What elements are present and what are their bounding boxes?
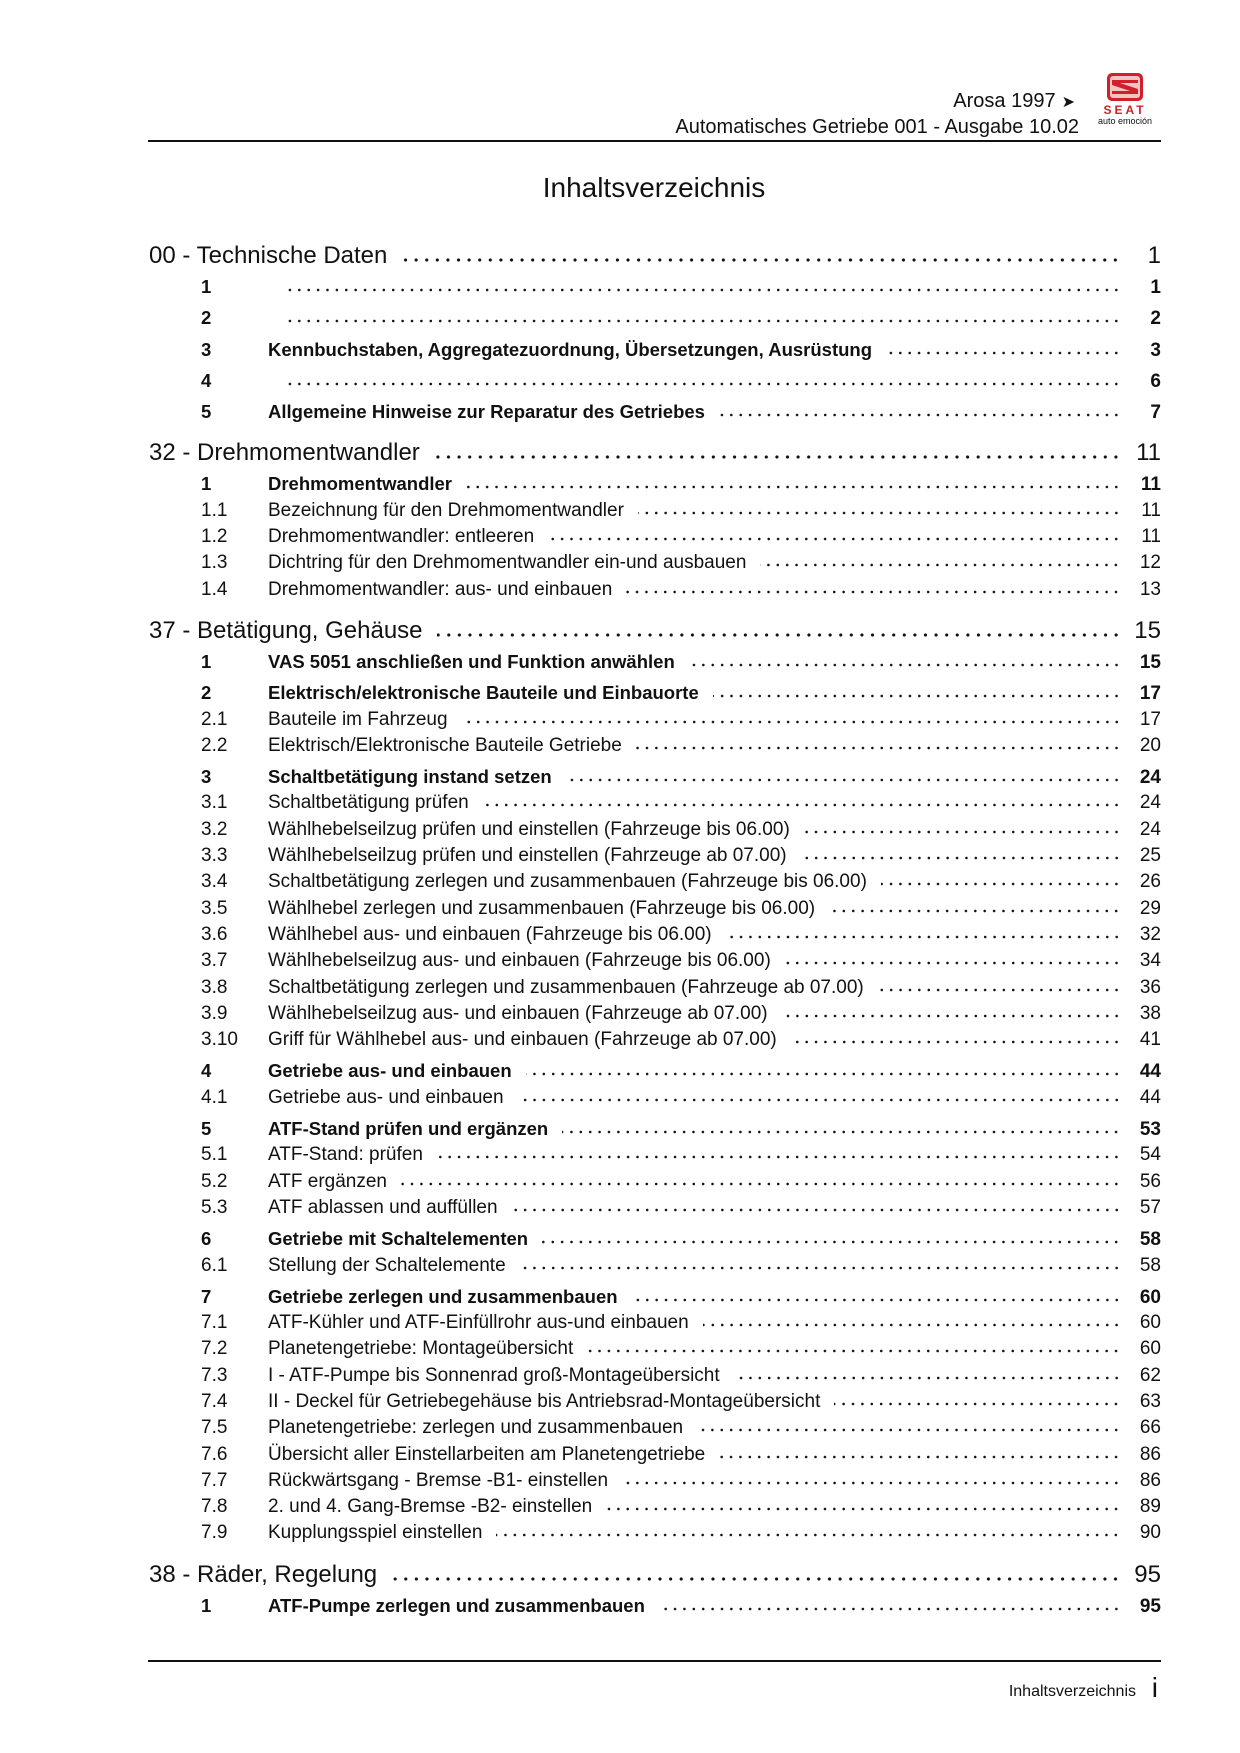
entry-title: Drehmomentwandler — [268, 473, 453, 495]
dot-leader — [886, 350, 1121, 356]
toc-entry[interactable] — [201, 370, 1161, 396]
toc-entry[interactable] — [201, 682, 1161, 708]
page-number: 15 — [1139, 651, 1161, 673]
dot-leader — [518, 1097, 1121, 1103]
toc-entry[interactable] — [201, 1391, 1161, 1417]
entry-number: 5.3 — [201, 1196, 228, 1218]
entry-title: VAS 5051 anschließen und Funktion anwählen — [268, 650, 675, 672]
entry-number: 7.9 — [201, 1522, 228, 1544]
dot-leader — [703, 1322, 1121, 1328]
page-number: 1 — [1147, 242, 1161, 269]
page-number: 63 — [1139, 1390, 1161, 1412]
entry-title: Bezeichnung für den Drehmomentwandler — [268, 499, 624, 521]
entry-number: 4 — [201, 369, 212, 391]
entry-title: Griff für Wählhebel aus- und einbauen (Fahrzeuge ab 07.00) — [268, 1029, 777, 1051]
dot-leader — [520, 1265, 1121, 1271]
toc-entry[interactable] — [201, 1496, 1161, 1522]
section-title: 38 - Räder, Regelung — [149, 1560, 378, 1588]
entry-number: 7.2 — [201, 1338, 228, 1360]
toc-entry[interactable] — [201, 276, 1161, 302]
entry-number: 7.1 — [201, 1312, 228, 1334]
dot-leader — [760, 562, 1121, 568]
entry-number: 3.9 — [201, 1002, 228, 1024]
entry-title: ATF-Stand prüfen und ergänzen — [268, 1118, 549, 1140]
page-number: 26 — [1139, 871, 1161, 893]
footer-divider — [148, 1660, 1161, 1662]
page-number: 86 — [1139, 1443, 1161, 1465]
toc-section-heading[interactable] — [149, 617, 1161, 651]
toc-entry[interactable] — [201, 1470, 1161, 1496]
entry-number: 2 — [201, 682, 212, 704]
entry-title: Übersicht aller Einstellarbeiten am Planetengetriebe — [268, 1443, 706, 1465]
entry-title: ATF-Kühler und ATF-Einfüllrohr aus-und einbauen — [268, 1312, 689, 1334]
dot-leader — [437, 632, 1121, 638]
entry-title: Kennbuchstaben, Aggregatezuordnung, Übersetzungen, Ausrüstung — [268, 338, 873, 360]
entry-title: Stellung der Schaltelemente — [268, 1254, 506, 1276]
entry-number: 3.10 — [201, 1029, 238, 1051]
page-number: 24 — [1139, 818, 1161, 840]
entry-number: 6.1 — [201, 1254, 228, 1276]
dot-leader — [785, 960, 1121, 966]
dot-leader — [462, 719, 1121, 725]
entry-title: Getriebe mit Schaltelementen — [268, 1228, 529, 1250]
page-number: 17 — [1139, 708, 1161, 730]
toc-entry[interactable] — [201, 766, 1161, 792]
toc-entry[interactable] — [201, 651, 1161, 677]
toc-entry[interactable] — [201, 579, 1161, 605]
entry-title: Dichtring für den Drehmomentwandler ein-und ausbauen — [268, 552, 747, 574]
page-number: 13 — [1139, 578, 1161, 600]
entry-title: Kupplungsspiel einstellen — [268, 1522, 483, 1544]
page-number: 3 — [1150, 339, 1161, 361]
page-number: 34 — [1139, 950, 1161, 972]
page-number: 2 — [1150, 308, 1161, 330]
entry-title: Schaltbetätigung zerlegen und zusammenbauen (Fahrzeuge ab 07.00) — [268, 976, 864, 998]
page-number: 20 — [1139, 734, 1161, 756]
entry-title: Planetengetriebe: Montageübersicht — [268, 1338, 574, 1360]
dot-leader — [512, 1207, 1121, 1213]
entry-title: Bauteile im Fahrzeug — [268, 708, 448, 730]
entry-title: Wählhebelseilzug prüfen und einstellen (Fahrzeuge bis 06.00) — [268, 818, 790, 840]
dot-leader — [587, 1348, 1121, 1354]
dot-leader — [713, 693, 1121, 699]
footer-label: Inhaltsverzeichnis — [1008, 1683, 1136, 1700]
entry-title: Getriebe aus- und einbauen — [268, 1086, 504, 1108]
dot-leader — [829, 908, 1121, 914]
dot-leader — [881, 881, 1121, 887]
entry-number: 7.6 — [201, 1443, 228, 1465]
page-number: 58 — [1139, 1229, 1161, 1251]
toc-entry[interactable] — [201, 1029, 1161, 1055]
page-number: 44 — [1139, 1061, 1161, 1083]
entry-number: 3.4 — [201, 871, 228, 893]
entry-title: Drehmomentwandler: aus- und einbauen — [268, 578, 613, 600]
page-number: 54 — [1139, 1144, 1161, 1166]
entry-number: 6 — [201, 1228, 212, 1250]
header-model: Arosa 1997 ➤ — [953, 90, 1075, 112]
dot-leader — [689, 662, 1121, 668]
dot-leader — [632, 1297, 1121, 1303]
entry-number: 7 — [201, 1285, 212, 1307]
page-number: 58 — [1139, 1254, 1161, 1276]
entry-number: 3.6 — [201, 923, 228, 945]
section-title: 32 - Drehmomentwandler — [149, 439, 420, 467]
dot-leader — [834, 1401, 1121, 1407]
page-title: Inhaltsverzeichnis — [542, 172, 766, 203]
toc-entry[interactable] — [201, 1312, 1161, 1338]
dot-leader — [542, 1239, 1121, 1245]
page-number: 89 — [1139, 1496, 1161, 1518]
entry-number: 1 — [201, 650, 212, 672]
toc-entry[interactable] — [201, 898, 1161, 924]
dot-leader — [483, 802, 1121, 808]
page-number: 60 — [1139, 1312, 1161, 1334]
toc-entry[interactable] — [201, 1003, 1161, 1029]
seat-emblem-icon — [1106, 72, 1144, 102]
dot-leader — [804, 829, 1121, 835]
toc-entry[interactable] — [201, 977, 1161, 1003]
entry-title: ATF ergänzen — [268, 1170, 387, 1192]
dot-leader — [878, 987, 1121, 993]
page-number: 7 — [1150, 402, 1161, 424]
dot-leader — [282, 318, 1121, 324]
toc-entry[interactable] — [201, 1228, 1161, 1254]
toc-entry[interactable] — [201, 871, 1161, 897]
toc-entry[interactable] — [201, 526, 1161, 552]
entry-number: 3 — [201, 766, 212, 788]
entry-number: 7.3 — [201, 1364, 228, 1386]
page-number: 12 — [1139, 552, 1161, 574]
entry-title: Getriebe zerlegen und zusammenbauen — [268, 1285, 618, 1307]
dot-leader — [636, 745, 1121, 751]
header-divider — [148, 140, 1161, 142]
toc-entry[interactable] — [201, 1171, 1161, 1197]
page-number: 6 — [1150, 370, 1161, 392]
page-number: 24 — [1139, 792, 1161, 814]
toc-entry[interactable] — [201, 1417, 1161, 1443]
entry-number: 5.1 — [201, 1144, 228, 1166]
entry-number: 1 — [201, 276, 212, 297]
toc-entry[interactable] — [201, 1595, 1161, 1621]
toc-entry[interactable] — [201, 401, 1161, 427]
dot-leader — [548, 536, 1121, 542]
toc-entry[interactable] — [201, 1522, 1161, 1548]
entry-number: 4.1 — [201, 1086, 228, 1108]
entry-title: Getriebe aus- und einbauen — [268, 1060, 512, 1082]
page-number: 11 — [1141, 526, 1161, 548]
dot-leader — [622, 1480, 1121, 1486]
dot-leader — [526, 1071, 1121, 1077]
logo-slogan: auto emoción — [1097, 116, 1153, 126]
entry-number: 3.7 — [201, 950, 228, 972]
page-number: 15 — [1134, 616, 1161, 644]
entry-title: ATF-Pumpe zerlegen und zusammenbauen — [268, 1594, 645, 1616]
entry-title: ATF ablassen und auffüllen — [268, 1196, 498, 1218]
page-number: 36 — [1139, 976, 1161, 998]
entry-number: 5.2 — [201, 1170, 228, 1192]
dot-leader — [719, 412, 1121, 418]
entry-title: Rückwärtsgang - Bremse -B1- einstellen — [268, 1469, 609, 1491]
dot-leader — [566, 777, 1121, 783]
toc-entry[interactable] — [201, 1338, 1161, 1364]
entry-number: 1 — [201, 1594, 212, 1616]
page-number: 62 — [1139, 1364, 1161, 1386]
entry-number: 3.2 — [201, 818, 228, 840]
entry-number: 3.1 — [201, 792, 228, 814]
page-number: 11 — [1136, 439, 1161, 467]
entry-number: 3.5 — [201, 897, 228, 919]
page-number: 11 — [1140, 474, 1161, 496]
entry-number: 3.3 — [201, 845, 228, 867]
entry-number: 7.4 — [201, 1390, 228, 1412]
entry-title: Wählhebel zerlegen und zusammenbauen (Fahrzeuge bis 06.00) — [268, 897, 816, 919]
arrow-icon: ➤ — [1061, 94, 1075, 111]
dot-leader — [434, 454, 1121, 460]
entry-number: 5 — [201, 401, 212, 423]
logo-brand: SEAT — [1103, 103, 1147, 117]
entry-title: Schaltbetätigung zerlegen und zusammenbauen (Fahrzeuge bis 06.00) — [268, 871, 867, 893]
entry-title: Schaltbetätigung prüfen — [268, 792, 469, 814]
dot-leader — [391, 1576, 1121, 1582]
entry-title: Wählhebelseilzug aus- und einbauen (Fahrzeuge ab 07.00) — [268, 1002, 768, 1024]
entry-number: 4 — [201, 1060, 212, 1082]
table-of-contents — [149, 242, 1161, 1621]
toc-section-heading[interactable] — [149, 242, 1161, 276]
page-number: 56 — [1139, 1170, 1161, 1192]
entry-title: Schaltbetätigung instand setzen — [268, 766, 552, 788]
toc-entry[interactable] — [201, 819, 1161, 845]
entry-number: 1.1 — [201, 499, 228, 521]
entry-number: 1.2 — [201, 526, 228, 548]
entry-title: Wählhebelseilzug aus- und einbauen (Fahrzeuge bis 06.00) — [268, 950, 771, 972]
entry-title: Elektrisch/elektronische Bauteile und Einbauorte — [268, 682, 699, 704]
dot-leader — [282, 287, 1121, 293]
seat-logo — [1088, 72, 1162, 126]
dot-leader — [401, 257, 1121, 263]
page-number: 29 — [1139, 897, 1161, 919]
entry-title: Wählhebel aus- und einbauen (Fahrzeuge bis 06.00) — [268, 923, 712, 945]
toc-entry[interactable] — [201, 1286, 1161, 1312]
header-subtitle: Automatisches Getriebe 001 - Ausgabe 10.02 — [675, 116, 1079, 138]
section-title: 37 - Betätigung, Gehäuse — [149, 616, 423, 644]
entry-number: 2.2 — [201, 734, 228, 756]
entry-title: I - ATF-Pumpe bis Sonnenrad groß-Montageübersicht — [268, 1364, 720, 1386]
dot-leader — [437, 1154, 1121, 1160]
toc-entry[interactable] — [201, 1444, 1161, 1470]
dot-leader — [496, 1532, 1121, 1538]
page-number: 25 — [1139, 845, 1161, 867]
entry-title: Allgemeine Hinweise zur Reparatur des Getriebes — [268, 401, 705, 423]
toc-entry[interactable] — [201, 1197, 1161, 1223]
dot-leader — [659, 1606, 1121, 1612]
page-number: 17 — [1139, 683, 1161, 705]
dot-leader — [401, 1181, 1121, 1187]
dot-leader — [697, 1427, 1121, 1433]
dot-leader — [638, 510, 1121, 516]
entry-number: 7.7 — [201, 1469, 228, 1491]
page-number: 60 — [1139, 1286, 1161, 1308]
entry-number: 3.8 — [201, 976, 228, 998]
entry-title: 2. und 4. Gang-Bremse -B2- einstellen — [268, 1496, 593, 1518]
toc-entry[interactable] — [201, 1365, 1161, 1391]
page-number: 1 — [1150, 277, 1161, 298]
entry-title: Drehmomentwandler: entleeren — [268, 526, 535, 548]
toc-entry[interactable] — [201, 1118, 1161, 1144]
page-number: 66 — [1139, 1417, 1161, 1439]
dot-leader — [726, 934, 1121, 940]
entry-number: 2.1 — [201, 708, 228, 730]
dot-leader — [719, 1454, 1121, 1460]
toc-entry[interactable] — [201, 339, 1161, 365]
entry-number: 1.4 — [201, 578, 228, 600]
toc-section-heading[interactable] — [149, 1561, 1161, 1595]
page-number: 60 — [1139, 1338, 1161, 1360]
entry-title: Wählhebelseilzug prüfen und einstellen (Fahrzeuge ab 07.00) — [268, 845, 787, 867]
footer-page-number: i — [1151, 1672, 1158, 1703]
section-title: 00 - Technische Daten — [149, 242, 388, 269]
dot-leader — [801, 855, 1121, 861]
toc-entry[interactable] — [201, 1144, 1161, 1170]
dot-leader — [791, 1039, 1121, 1045]
dot-leader — [466, 484, 1121, 490]
page-number: 57 — [1139, 1196, 1161, 1218]
page-number: 38 — [1139, 1002, 1161, 1024]
page-number: 11 — [1141, 499, 1161, 521]
toc-entry[interactable] — [201, 1060, 1161, 1086]
entry-number: 1.3 — [201, 552, 228, 574]
entry-number: 2 — [201, 307, 212, 329]
dot-leader — [606, 1506, 1121, 1512]
page-number: 86 — [1139, 1469, 1161, 1491]
entry-title: Elektrisch/Elektronische Bauteile Getriebe — [268, 734, 622, 756]
page-number: 44 — [1139, 1086, 1161, 1108]
toc-entry[interactable] — [201, 307, 1161, 333]
toc-entry[interactable] — [201, 950, 1161, 976]
entry-title: Planetengetriebe: zerlegen und zusammenbauen — [268, 1417, 684, 1439]
toc-entry[interactable] — [201, 1255, 1161, 1281]
page-number: 24 — [1139, 767, 1161, 789]
toc-entry[interactable] — [201, 552, 1161, 578]
page-number: 32 — [1139, 923, 1161, 945]
dot-leader — [562, 1129, 1121, 1135]
entry-title: ATF-Stand: prüfen — [268, 1144, 423, 1166]
toc-entry[interactable] — [201, 792, 1161, 818]
toc-entry[interactable] — [201, 500, 1161, 526]
toc-entry[interactable] — [201, 473, 1161, 499]
page-number: 53 — [1139, 1119, 1161, 1141]
entry-number: 5 — [201, 1118, 212, 1140]
toc-entry[interactable] — [201, 709, 1161, 735]
page-number: 41 — [1139, 1029, 1161, 1051]
page-number: 90 — [1139, 1522, 1161, 1544]
toc-entry[interactable] — [201, 845, 1161, 871]
dot-leader — [282, 381, 1121, 387]
toc-entry[interactable] — [201, 1087, 1161, 1113]
entry-number: 7.5 — [201, 1417, 228, 1439]
page-number: 95 — [1134, 1560, 1161, 1588]
entry-number: 1 — [201, 473, 212, 495]
toc-section-heading[interactable] — [149, 439, 1161, 473]
toc-entry[interactable] — [201, 924, 1161, 950]
page-number: 95 — [1139, 1595, 1161, 1617]
entry-number: 3 — [201, 338, 212, 360]
dot-leader — [782, 1013, 1121, 1019]
entry-title: II - Deckel für Getriebegehäuse bis Antriebsrad-Montageübersicht — [268, 1390, 821, 1412]
dot-leader — [626, 589, 1121, 595]
dot-leader — [734, 1375, 1121, 1381]
entry-number: 7.8 — [201, 1496, 228, 1518]
toc-entry[interactable] — [201, 735, 1161, 761]
